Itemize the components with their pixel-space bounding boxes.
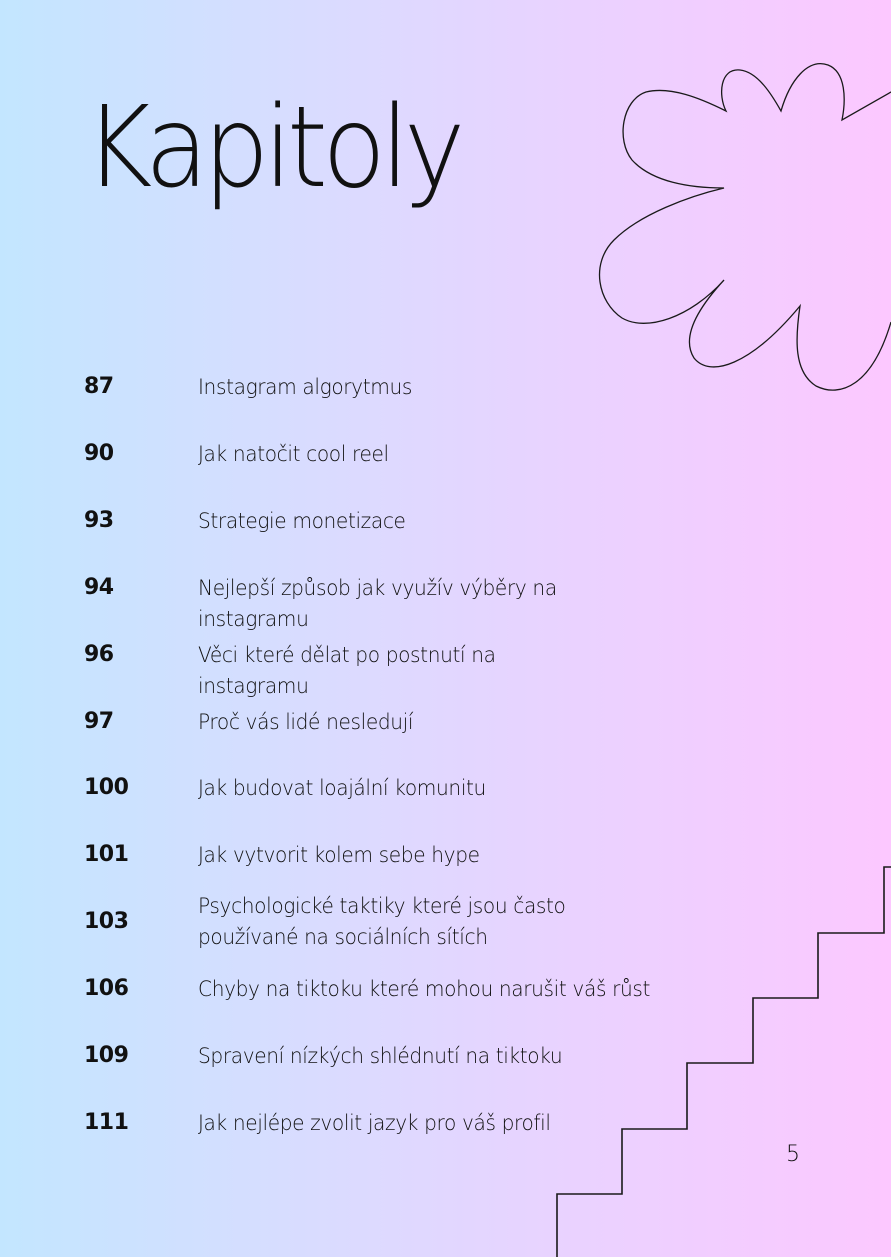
toc-title: Jak natočit cool reel <box>198 442 389 466</box>
toc-page-number: 97 <box>84 709 114 734</box>
toc-title: Instagram algorytmus <box>198 375 413 399</box>
toc-title: Chyby na tiktoku které mohou narušit váš růst <box>198 977 651 1001</box>
toc-title: Věci které dělat po postnutí na instagramu <box>198 643 496 698</box>
toc-title: Spravení nízkých shlédnutí na tiktoku <box>198 1044 563 1068</box>
page-title: Kapitoly <box>84 83 460 213</box>
toc-title: Jak nejlépe zvolit jazyk pro váš profil <box>198 1111 551 1135</box>
toc-title: Nejlepší způsob jak využív výběry na instagramu <box>198 576 557 631</box>
toc-page-number: 109 <box>84 1043 129 1068</box>
toc-title: Jak budovat loajální komunitu <box>198 776 486 800</box>
toc-title: Proč vás lidé nesledují <box>198 710 414 734</box>
toc-page-number: 103 <box>84 909 129 934</box>
toc-page-number: 100 <box>84 775 129 800</box>
toc-page-number: 87 <box>84 374 114 399</box>
toc-page-number: 111 <box>84 1110 129 1135</box>
toc-title: Jak vytvorit kolem sebe hype <box>198 843 480 867</box>
toc-page-number: 106 <box>84 976 129 1001</box>
toc-page-number: 96 <box>84 642 114 667</box>
toc-title: Psychologické taktiky které jsou často používané na sociálních sítích <box>198 894 566 949</box>
toc-page-number: 94 <box>84 575 114 600</box>
toc-page-number: 101 <box>84 842 129 867</box>
page-number: 5 <box>786 1142 800 1167</box>
toc-title: Strategie monetizace <box>198 509 406 533</box>
toc-page-number: 93 <box>84 508 114 533</box>
toc-page-number: 90 <box>84 441 114 466</box>
